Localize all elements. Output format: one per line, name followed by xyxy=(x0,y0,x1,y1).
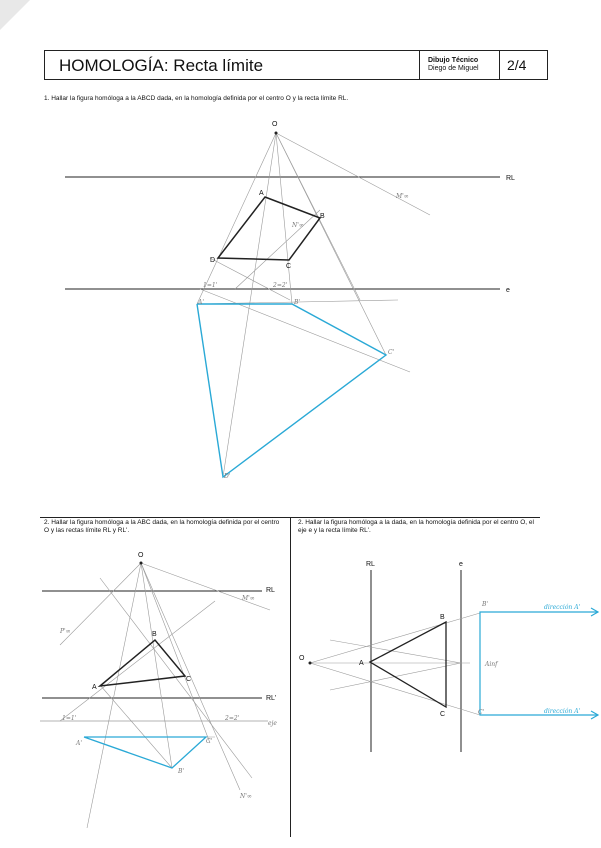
center-o-point xyxy=(309,662,312,665)
note-direction-1: dirección A' xyxy=(544,604,581,611)
page-title: HOMOLOGÍA: Recta límite xyxy=(59,56,264,75)
label-o: O xyxy=(138,552,144,559)
note-m-infinity: M'∞ xyxy=(396,193,409,200)
label-c-prime: C' xyxy=(388,349,395,356)
label-e: e xyxy=(506,287,510,294)
figure-homologous-3 xyxy=(480,608,598,719)
label-eje: eje xyxy=(268,720,277,727)
subject-label: Dibujo Técnico xyxy=(428,57,479,64)
label-o: O xyxy=(299,655,305,662)
label-c: C xyxy=(186,676,192,683)
note-2: 2=2' xyxy=(273,282,288,289)
construction-lines xyxy=(197,133,430,477)
construction-lines xyxy=(310,613,480,715)
label-rl: RL xyxy=(366,561,375,568)
figure-abcd xyxy=(218,197,320,260)
note-n-infinity: N'∞ xyxy=(292,222,304,229)
center-o-point xyxy=(275,132,278,135)
note-1: 1=1' xyxy=(62,715,77,722)
label-rl-prime: RL' xyxy=(266,695,277,702)
construction-lines xyxy=(60,563,270,828)
label-a: A xyxy=(259,190,264,197)
label-e: e xyxy=(459,561,463,568)
problem-1-statement: 1. Hallar la figura homóloga a la ABCD dada, en la homología definida por el centro O y la recta límite RL. xyxy=(44,95,349,102)
label-rl: RL xyxy=(506,175,515,182)
label-a-prime: A' xyxy=(198,299,204,306)
label-b-prime: B' xyxy=(294,299,301,306)
author-label: Diego de Miguel xyxy=(428,65,479,72)
figure-abc xyxy=(100,640,185,686)
label-a-prime: A' xyxy=(76,740,82,747)
label-b: B xyxy=(152,631,157,638)
label-o: O xyxy=(272,121,278,128)
note-m-infinity: M'∞ xyxy=(242,595,255,602)
label-b: B xyxy=(440,614,445,621)
label-c-prime: C' xyxy=(478,709,485,716)
label-c: C xyxy=(440,711,446,718)
center-o-point xyxy=(140,562,143,565)
label-b-prime: B' xyxy=(178,768,185,775)
label-b-prime: B' xyxy=(482,601,489,608)
label-c-prime: C' xyxy=(206,738,213,745)
note-2: 2=2' xyxy=(225,715,240,722)
figure-homologous-1 xyxy=(197,304,386,477)
label-d: D xyxy=(210,257,216,264)
label-d-prime: D' xyxy=(224,473,231,480)
figure-1 xyxy=(65,121,515,480)
label-c: C xyxy=(286,263,292,270)
problem-2-statement: 2. Hallar la figura homóloga a la ABC dada, en la homología definida por el centro O y las rectas límite RL y RL'. xyxy=(44,519,280,534)
figure-2 xyxy=(40,552,277,828)
label-a: A xyxy=(92,684,97,691)
note-direction-2: dirección A' xyxy=(544,708,581,715)
note-infinity: Ainf xyxy=(485,661,498,668)
label-b: B xyxy=(320,213,325,220)
label-a: A xyxy=(359,660,364,667)
label-rl: RL xyxy=(266,587,275,594)
note-n-infinity: N'∞ xyxy=(240,793,252,800)
page-number: 2/4 xyxy=(507,57,527,73)
figure-abc xyxy=(370,622,446,707)
problem-3-statement: 2. Hallar la figura homóloga a la dada, en la homología definida por el centro O, el eje e y la recta límite RL'. xyxy=(298,519,534,534)
note-p-infinity: P'∞ xyxy=(60,628,71,635)
figure-3 xyxy=(299,561,598,752)
note-1: 1=1' xyxy=(203,282,218,289)
